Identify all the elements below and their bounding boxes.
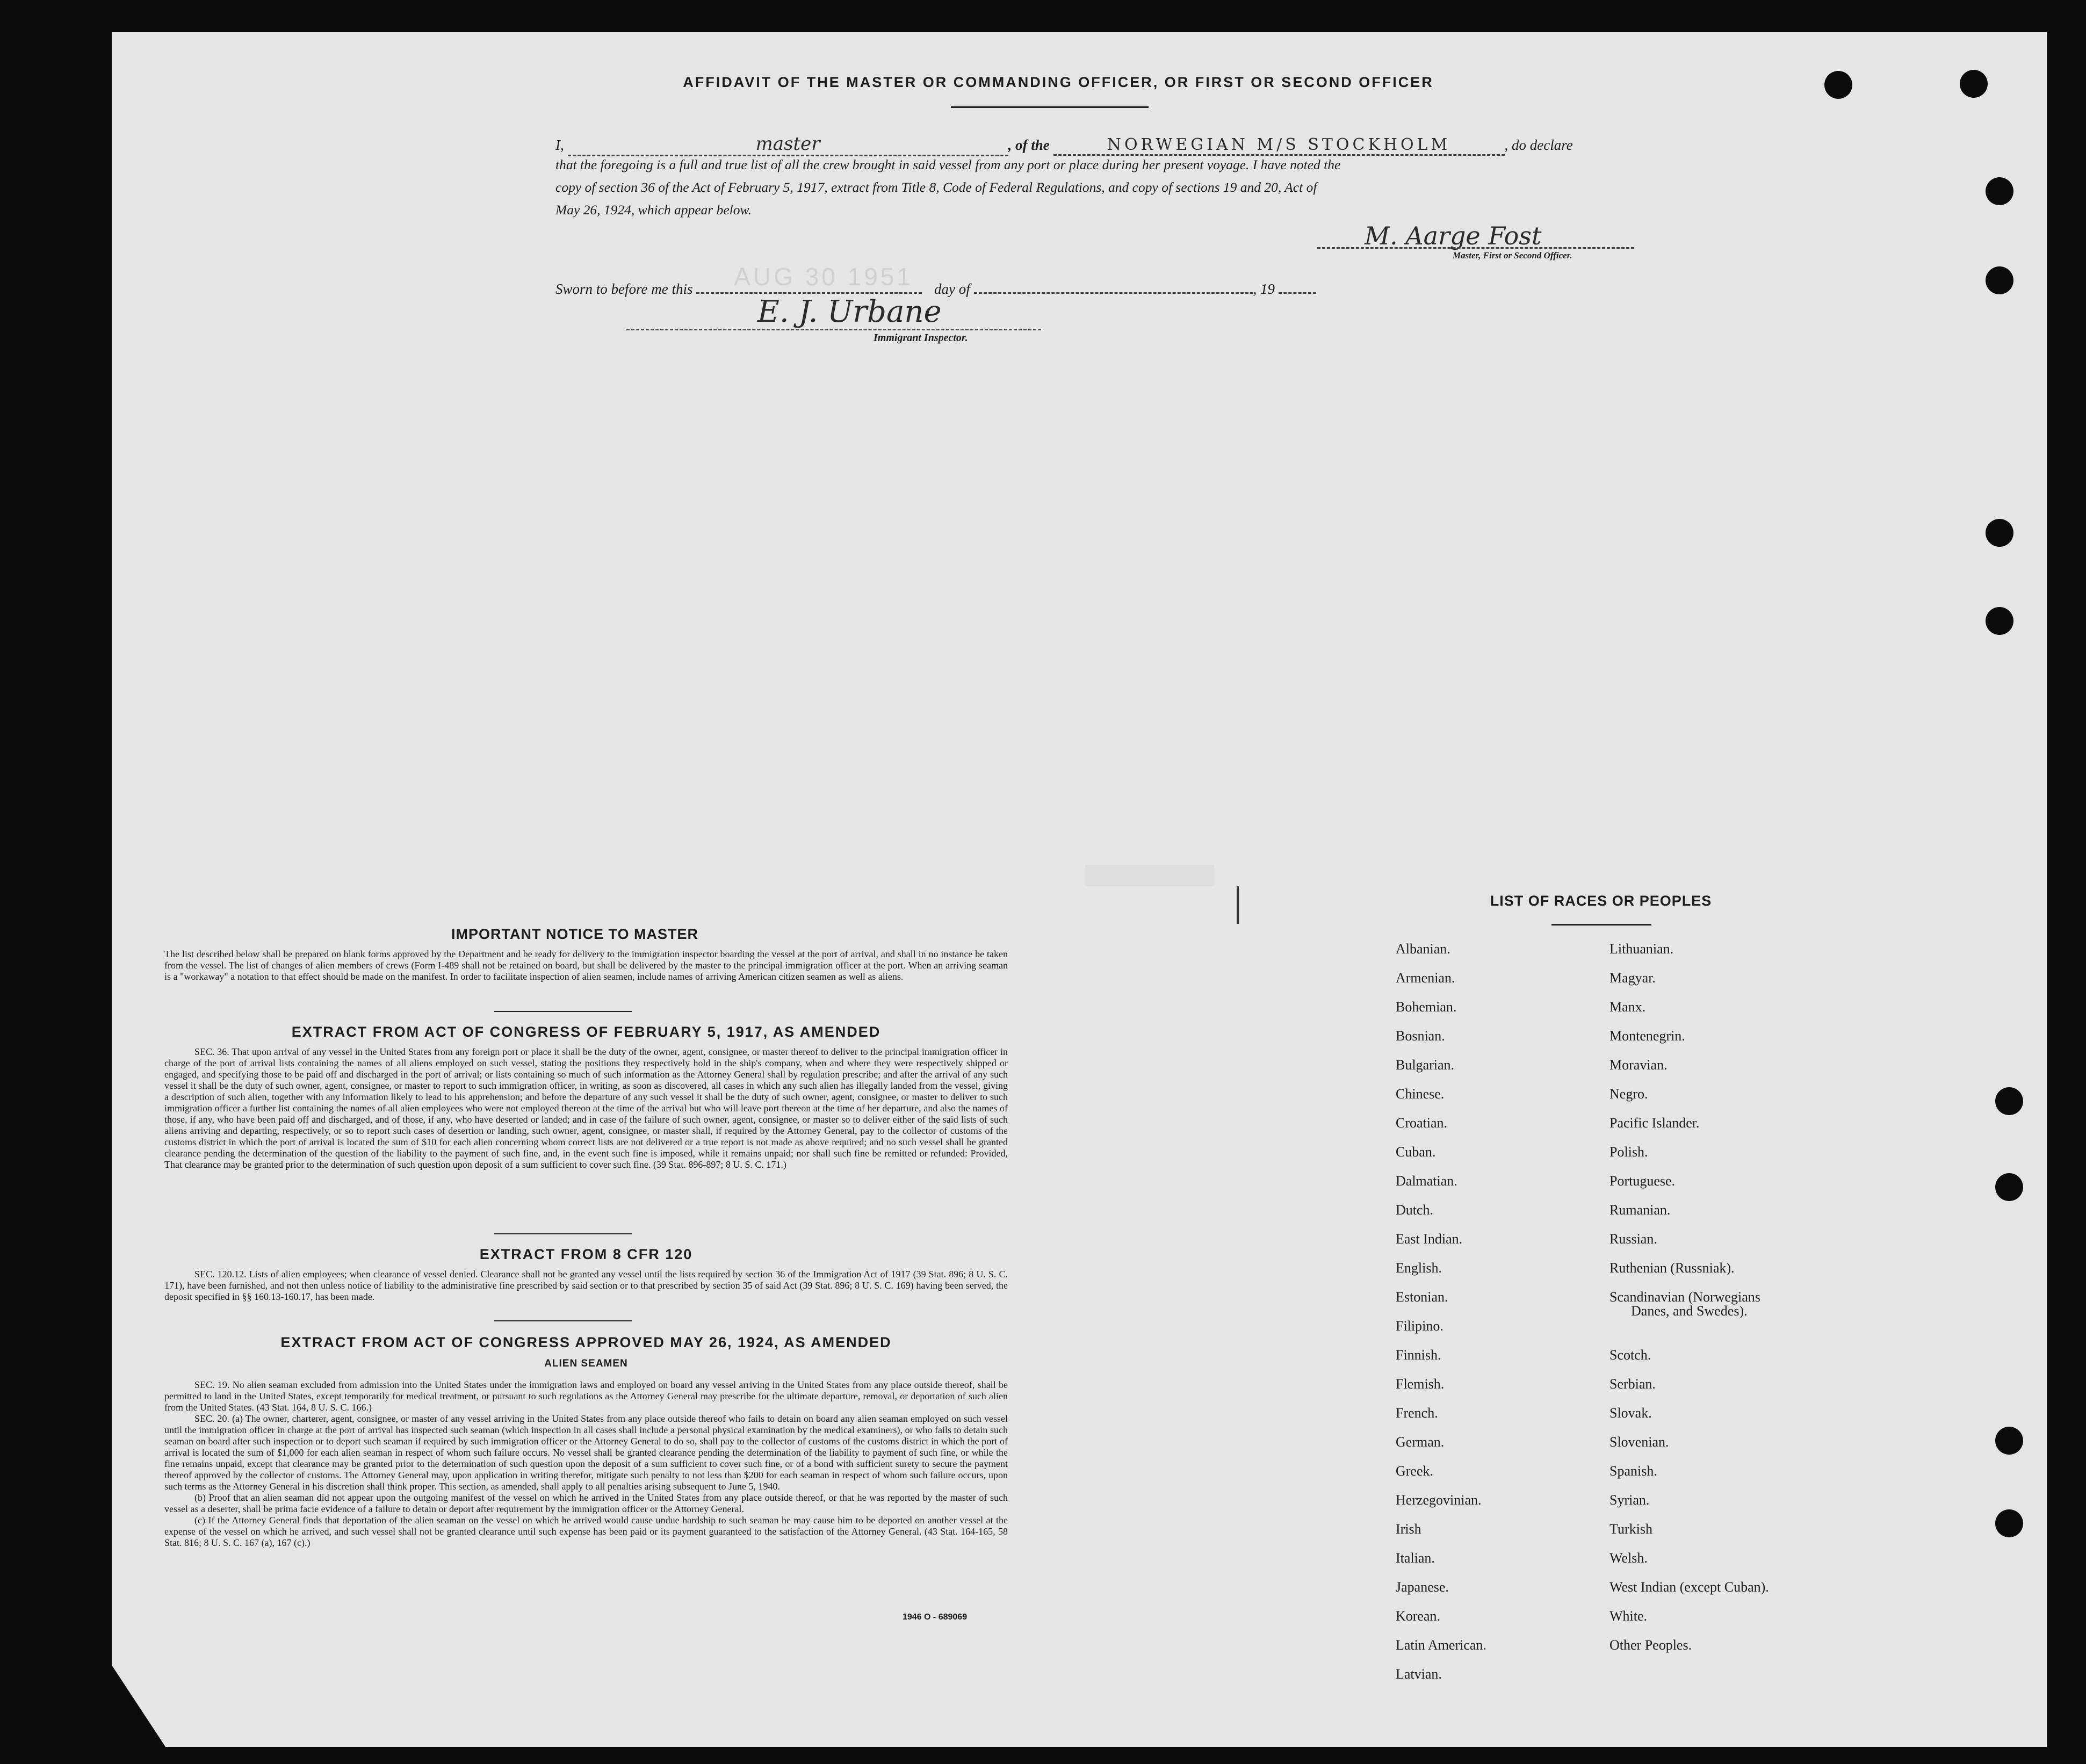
- binder-hole: [1995, 1427, 2023, 1455]
- declaration-line1-end: , do declare: [1504, 137, 1573, 153]
- extract-1924-title: EXTRACT FROM ACT OF CONGRESS APPROVED MAY 26, 1924, AS AMENDED: [280, 1334, 892, 1350]
- race-item: Scandinavian (Norwegians: [1609, 1289, 1760, 1305]
- faint-mark: [1085, 865, 1214, 886]
- affidavit-heading: AFFIDAVIT OF THE MASTER OR COMMANDING OFFICER, OR FIRST OR SECOND OFFICER: [683, 74, 1434, 90]
- race-item: Albanian.: [1396, 941, 1450, 957]
- race-item: Herzegovinian.: [1396, 1492, 1482, 1508]
- extract-1917-rule: [494, 1233, 632, 1234]
- races-rule: [1551, 924, 1651, 926]
- declaration-line-4: May 26, 1924, which appear below.: [555, 202, 752, 218]
- race-item: Dutch.: [1396, 1202, 1434, 1218]
- race-item: Chinese.: [1396, 1086, 1445, 1102]
- notice-body: The list described below shall be prepared on blank forms approved by the Department and be ready for delivery to the immigration inspector boarding the vessel at the port of arrival, and shall in no instance be taken from the vessel. The list of changes of alien members of crews (Form I-489 shall not be retained on board, but shall be delivered by the master to the principal immigration officer at the port. When an arriving seaman is a "workaway" a notation to that effect should be made on the manifest. In order to facilitate inspection of alien seamen, include names of arriving American citizen seamen as well as aliens.: [164, 949, 1008, 982]
- race-item: Dalmatian.: [1396, 1173, 1457, 1189]
- vessel-handwritten: NORWEGIAN M/S STOCKHOLM: [1107, 135, 1451, 154]
- race-item: Turkish: [1609, 1521, 1652, 1537]
- race-item: Korean.: [1396, 1608, 1441, 1624]
- i-label: I,: [555, 137, 564, 153]
- race-item: French.: [1396, 1405, 1438, 1421]
- binder-hole: [1986, 607, 2013, 635]
- race-item: Russian.: [1609, 1231, 1657, 1247]
- declaration-line-1: [555, 133, 1637, 155]
- extract-cfr-body: SEC. 120.12. Lists of alien employees; when clearance of vessel denied. Clearance shall not be granted any vessel until the lists required by section 36 of the Immigration Act of 1917 (39 Stat. 896; 8 U. S. C. 171), have been furnished, and not then unless notice of liability to the administrative fine prescribed by said section or to that prescribed by section 35 of said Act (39 Stat. 896; 8 U. S. C. 169) having been served, the deposit specified in §§ 160.13-160.17, has been made.: [164, 1269, 1008, 1302]
- extract-1924-body: [164, 1379, 1008, 1549]
- of-the-label: , of the: [1008, 137, 1050, 153]
- date-stamp: AUG 30 1951: [734, 263, 913, 291]
- print-code: 1946 O - 689069: [903, 1613, 968, 1622]
- race-item: Moravian.: [1609, 1057, 1668, 1073]
- race-item: Magyar.: [1609, 970, 1656, 986]
- heading-rule: [951, 106, 1149, 108]
- race-item: Armenian.: [1396, 970, 1455, 986]
- extract-cfr-rule: [494, 1320, 632, 1321]
- race-item: Filipino.: [1396, 1318, 1443, 1334]
- races-title: LIST OF RACES OR PEOPLES: [1490, 893, 1712, 909]
- race-item: Croatian.: [1396, 1115, 1448, 1131]
- race-item: German.: [1396, 1434, 1445, 1450]
- declaration-line-3: copy of section 36 of the Act of February 5, 1917, extract from Title 8, Code of Federal Regulations, and copy of sections 19 and 20, Act of: [555, 179, 1317, 195]
- race-item: Bohemian.: [1396, 999, 1457, 1015]
- binder-hole: [1995, 1087, 2023, 1115]
- officer-handwritten: master: [755, 133, 820, 155]
- day-of-label: day of: [934, 281, 970, 297]
- extract-cfr-title: EXTRACT FROM 8 CFR 120: [479, 1246, 693, 1262]
- notice-rule: [494, 1011, 632, 1012]
- race-item: Slovak.: [1609, 1405, 1652, 1421]
- officer-field: [568, 133, 1008, 156]
- section-20a: SEC. 20. (a) The owner, charterer, agent, consignee, or master of any vessel arriving in the United States from any place outside thereof who fails to detain on board any alien seaman employed on such vessel until the immigration officer in charge at the port of arrival has inspected such seaman (which inspection in all cases shall include a personal physical examination by the medical examiners), or who fails to detain such seaman on board after such inspection or to deport such seaman if required by such immigration officer or the Attorney General to do so, shall pay to the collector of customs of the customs district in which the port of arrival is located the sum of $1,000 for each alien seaman in respect of whom such failure occurs. No vessel shall be granted clearance pending the determination of the liability to payment of such fine, or while the fine remains unpaid, except that clearance may be granted prior to the determination of such question upon the deposit of a sum sufficient to cover such fine, or of a bond with sufficient surety to secure the payment thereof approved by the collector of customs. The Attorney General may, upon application in writing therefor, mitigate such penalty to not less than $200 for each seaman in respect of whom such failure occurs, upon such terms as the Attorney General in his discretion shall think proper. This section, as amended, shall apply to all penalties arising subsequent to June 5, 1940.: [164, 1413, 1008, 1492]
- inspector-signature-line: [626, 329, 1041, 330]
- race-item: Welsh.: [1609, 1550, 1648, 1566]
- race-item: Latvian.: [1396, 1666, 1442, 1682]
- race-item: West Indian (except Cuban).: [1609, 1579, 1769, 1595]
- race-item: Bulgarian.: [1396, 1057, 1455, 1073]
- binder-hole: [1995, 1509, 2023, 1537]
- binder-hole: [1986, 519, 2013, 547]
- race-item: Cuban.: [1396, 1144, 1436, 1160]
- extract-1917-body: SEC. 36. That upon arrival of any vessel in the United States from any foreign port or place it shall be the duty of the owner, agent, consignee, or master thereof to deliver to the principal immigration officer in charge of the port of arrival lists containing the names of all aliens employed on such vessel, stating the positions they respectively hold in the ship's company, when and where they were respectively shipped or engaged, and specifying those to be paid off and discharged in the port of arrival; or lists containing so much of such information as the Attorney General shall by regulation prescribe; and after the arrival of any such vessel it shall be the duty of such owner, agent, consignee, or master to report to such immigration officer, in writing, as soon as discovered, all cases in which any such alien has illegally landed from the vessel, giving a description of such alien, together with any information likely to lead to his apprehension; and before the departure of any such vessel it shall be the duty of such owner, agent, consignee, or master to deliver to such immigration officer a further list containing the names of all alien employees who were not employed thereon at the time of the arrival but who will leave port thereon at the time of her departure, and also the names of those, if any, who have been paid off and discharged, and of those, if any, who have deserted or landed; and in case of the failure of such owner, agent, consignee, or master so to deliver either of the said lists of such aliens arriving and departing, respectively, or so to report such cases of desertion or landing, such owner, agent, consignee, or master shall, if required by the Attorney General, pay to the collector of customs of the customs district in which the port of arrival is located the sum of $10 for each alien concerning whom correct lists are not delivered or a true report is not made as above required; and no such vessel shall be granted clearance pending the determination of the question of the liability to the payment of such fine, and, in the event such fine is imposed, while it remains unpaid; nor shall such fine be remitted or refunded: Provided, That clearance may be granted prior to the determination of such question upon deposit of a sum sufficient to cover such fine. (39 Stat. 896-897; 8 U. S. C. 171.): [164, 1046, 1008, 1170]
- sworn-year-field: [1279, 276, 1316, 294]
- binder-hole: [1986, 266, 2013, 294]
- race-item: Portuguese.: [1609, 1173, 1676, 1189]
- declaration-line-2: that the foregoing is a full and true list of all the crew brought in said vessel from any port or place during her present voyage. I have noted the: [555, 157, 1341, 172]
- folded-corner: [112, 1665, 165, 1747]
- race-item: East Indian.: [1396, 1231, 1463, 1247]
- races-right-column: [1609, 935, 1857, 1660]
- officer-signature-line: [1317, 247, 1634, 249]
- binder-hole: [1995, 1173, 2023, 1201]
- race-item: Finnish.: [1396, 1347, 1441, 1363]
- race-item: Ruthenian (Russniak).: [1609, 1260, 1735, 1276]
- race-item: Japanese.: [1396, 1579, 1449, 1595]
- race-item: White.: [1609, 1608, 1648, 1624]
- sworn-month-field: [974, 276, 1253, 294]
- race-item: Polish.: [1609, 1144, 1648, 1160]
- race-item: Serbian.: [1609, 1376, 1656, 1392]
- section-20b: (b) Proof that an alien seaman did not appear upon the outgoing manifest of the vessel on which he arrived in the United States from any place outside thereof, or that he was reported by the master of such vessel as a deserter, shall be prima facie evidence of a failure to detain or deport after requirement by the immigration officer or the Attorney General.: [164, 1492, 1008, 1514]
- race-item: Syrian.: [1609, 1492, 1650, 1508]
- race-item: Danes, and Swedes).: [1631, 1303, 1748, 1319]
- race-item: Pacific Islander.: [1609, 1115, 1700, 1131]
- race-item: Italian.: [1396, 1550, 1435, 1566]
- race-item: Estonian.: [1396, 1289, 1448, 1305]
- notice-title: IMPORTANT NOTICE TO MASTER: [451, 926, 698, 942]
- faint-mark: [1237, 886, 1239, 924]
- race-item: Latin American.: [1396, 1637, 1486, 1653]
- race-item: Negro.: [1609, 1086, 1648, 1102]
- race-item: Flemish.: [1396, 1376, 1445, 1392]
- race-item: Bosnian.: [1396, 1028, 1445, 1044]
- race-item: Scotch.: [1609, 1347, 1651, 1363]
- year-prefix: , 19: [1253, 281, 1275, 297]
- race-item: Irish: [1396, 1521, 1421, 1537]
- race-item: Rumanian.: [1609, 1202, 1671, 1218]
- binder-hole: [1960, 70, 1988, 98]
- vessel-field: [1053, 135, 1505, 156]
- inspector-signature: E. J. Urbane: [757, 294, 942, 329]
- race-item: Slovenian.: [1609, 1434, 1669, 1450]
- alien-seamen-subtitle: ALIEN SEAMEN: [544, 1358, 628, 1369]
- race-item: Greek.: [1396, 1463, 1434, 1479]
- section-20c: (c) If the Attorney General finds that deportation of the alien seaman on the vessel on which he arrived would cause undue hardship to such seaman he may cause him to be deported on another vessel at the expense of the vessel on which he arrived, and such vessel shall not be granted clearance until such expense has been paid or its payment guaranteed to the satisfaction of the Attorney General. (43 Stat. 164-165, 58 Stat. 816; 8 U. S. C. 167 (a), 167 (c).): [164, 1515, 1008, 1548]
- binder-hole: [1824, 71, 1852, 99]
- race-item: Montenegrin.: [1609, 1028, 1685, 1044]
- officer-caption: Master, First or Second Officer.: [1453, 250, 1572, 261]
- section-19: SEC. 19. No alien seaman excluded from admission into the United States under the immigration laws and employed on board any vessel arriving in the United States from any place outside thereof, shall be permitted to land in the United States, except temporarily for medical treatment, or pursuant to such regulations as the Attorney General may prescribe for the ultimate departure, removal, or deportation of such alien from the United States. (43 Stat. 164, 8 U. S. C. 166.): [164, 1379, 1008, 1413]
- inspector-caption: Immigrant Inspector.: [874, 332, 968, 344]
- race-item: Other Peoples.: [1609, 1637, 1692, 1653]
- race-item: Manx.: [1609, 999, 1646, 1015]
- sworn-label: Sworn to before me this: [555, 281, 693, 297]
- sworn-day-field: [696, 263, 922, 294]
- binder-hole: [1986, 177, 2013, 205]
- extract-1917-title: EXTRACT FROM ACT OF CONGRESS OF FEBRUARY 5, 1917, AS AMENDED: [291, 1024, 881, 1040]
- race-item: Lithuanian.: [1609, 941, 1674, 957]
- officer-signature: M. Aarge Fost: [1365, 221, 1542, 250]
- races-left-column: [1396, 935, 1600, 1689]
- race-item: Spanish.: [1609, 1463, 1657, 1479]
- race-item: English.: [1396, 1260, 1442, 1276]
